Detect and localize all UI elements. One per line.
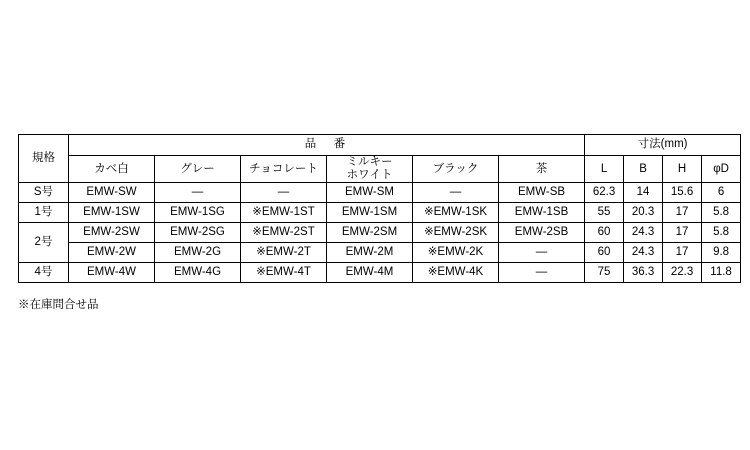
cell-kikaku: 2号 bbox=[19, 223, 69, 263]
cell-dim-l: 60 bbox=[585, 243, 624, 263]
table-row bbox=[19, 203, 741, 223]
cell-part: EMW-1SW bbox=[69, 203, 155, 223]
header-dim-b: B bbox=[624, 156, 663, 183]
header-color-gray: グレー bbox=[155, 156, 241, 183]
cell-part: EMW-SM bbox=[327, 183, 413, 203]
header-dim-d: φD bbox=[702, 156, 741, 183]
cell-dim-l: 75 bbox=[585, 263, 624, 283]
cell-part: EMW-2SG bbox=[155, 223, 241, 243]
cell-part: EMW-2G bbox=[155, 243, 241, 263]
cell-part: ※EMW-2ST bbox=[241, 223, 327, 243]
cell-dim-h: 17 bbox=[663, 223, 702, 243]
table-row bbox=[19, 263, 741, 283]
header-dim-h: H bbox=[663, 156, 702, 183]
cell-dim-h: 17 bbox=[663, 203, 702, 223]
cell-dim-d: 11.8 bbox=[702, 263, 741, 283]
cell-part: EMW-2SM bbox=[327, 223, 413, 243]
cell-part: — bbox=[241, 183, 327, 203]
cell-part: ※EMW-2T bbox=[241, 243, 327, 263]
cell-part: — bbox=[155, 183, 241, 203]
cell-part: ※EMW-4T bbox=[241, 263, 327, 283]
cell-part: EMW-2W bbox=[69, 243, 155, 263]
cell-part: ※EMW-1ST bbox=[241, 203, 327, 223]
cell-dim-d: 9.8 bbox=[702, 243, 741, 263]
spec-table-container bbox=[18, 134, 732, 283]
table-row bbox=[19, 183, 741, 203]
cell-part: EMW-SW bbox=[69, 183, 155, 203]
cell-dim-h: 22.3 bbox=[663, 263, 702, 283]
header-color-milky-white-line2: ホワイト bbox=[346, 169, 393, 182]
cell-dim-h: 15.6 bbox=[663, 183, 702, 203]
header-hinban: 品 番 bbox=[69, 135, 585, 156]
header-color-black: ブラック bbox=[413, 156, 499, 183]
cell-part: EMW-1SM bbox=[327, 203, 413, 223]
header-dim-l: L bbox=[585, 156, 624, 183]
table-header-column-row bbox=[19, 156, 741, 183]
cell-part: — bbox=[413, 183, 499, 203]
table-row bbox=[19, 243, 741, 263]
cell-part: EMW-2M bbox=[327, 243, 413, 263]
cell-part: EMW-2SB bbox=[499, 223, 585, 243]
cell-part: EMW-1SB bbox=[499, 203, 585, 223]
cell-part: — bbox=[499, 243, 585, 263]
cell-dim-b: 24.3 bbox=[624, 223, 663, 243]
spec-table bbox=[18, 134, 741, 283]
header-color-milky-white bbox=[327, 156, 413, 183]
header-color-chocolate: チョコレート bbox=[241, 156, 327, 183]
cell-part: EMW-4W bbox=[69, 263, 155, 283]
cell-dim-d: 5.8 bbox=[702, 203, 741, 223]
cell-dim-b: 14 bbox=[624, 183, 663, 203]
cell-dim-l: 62.3 bbox=[585, 183, 624, 203]
cell-dim-b: 36.3 bbox=[624, 263, 663, 283]
header-color-kabeshiro: カベ白 bbox=[69, 156, 155, 183]
cell-dim-l: 55 bbox=[585, 203, 624, 223]
cell-part: ※EMW-4K bbox=[413, 263, 499, 283]
cell-dim-b: 20.3 bbox=[624, 203, 663, 223]
header-color-brown: 茶 bbox=[499, 156, 585, 183]
table-header-group-row bbox=[19, 135, 741, 156]
cell-kikaku: 4号 bbox=[19, 263, 69, 283]
cell-part: EMW-4M bbox=[327, 263, 413, 283]
cell-dim-d: 5.8 bbox=[702, 223, 741, 243]
cell-part: EMW-1SG bbox=[155, 203, 241, 223]
cell-part: EMW-2SW bbox=[69, 223, 155, 243]
cell-part: EMW-4G bbox=[155, 263, 241, 283]
cell-part: ※EMW-2K bbox=[413, 243, 499, 263]
header-color-milky-white-line1: ミルキー bbox=[346, 156, 393, 168]
cell-kikaku: 1号 bbox=[19, 203, 69, 223]
header-kikaku: 規格 bbox=[19, 135, 69, 183]
table-row bbox=[19, 223, 741, 243]
cell-part: — bbox=[499, 263, 585, 283]
cell-dim-d: 6 bbox=[702, 183, 741, 203]
header-sunpou: 寸法(mm) bbox=[585, 135, 741, 156]
footnote: ※在庫問合せ品 bbox=[18, 299, 99, 311]
cell-kikaku: S号 bbox=[19, 183, 69, 203]
cell-part: ※EMW-2SK bbox=[413, 223, 499, 243]
cell-dim-b: 24.3 bbox=[624, 243, 663, 263]
cell-part: EMW-SB bbox=[499, 183, 585, 203]
cell-dim-h: 17 bbox=[663, 243, 702, 263]
cell-dim-l: 60 bbox=[585, 223, 624, 243]
cell-part: ※EMW-1SK bbox=[413, 203, 499, 223]
